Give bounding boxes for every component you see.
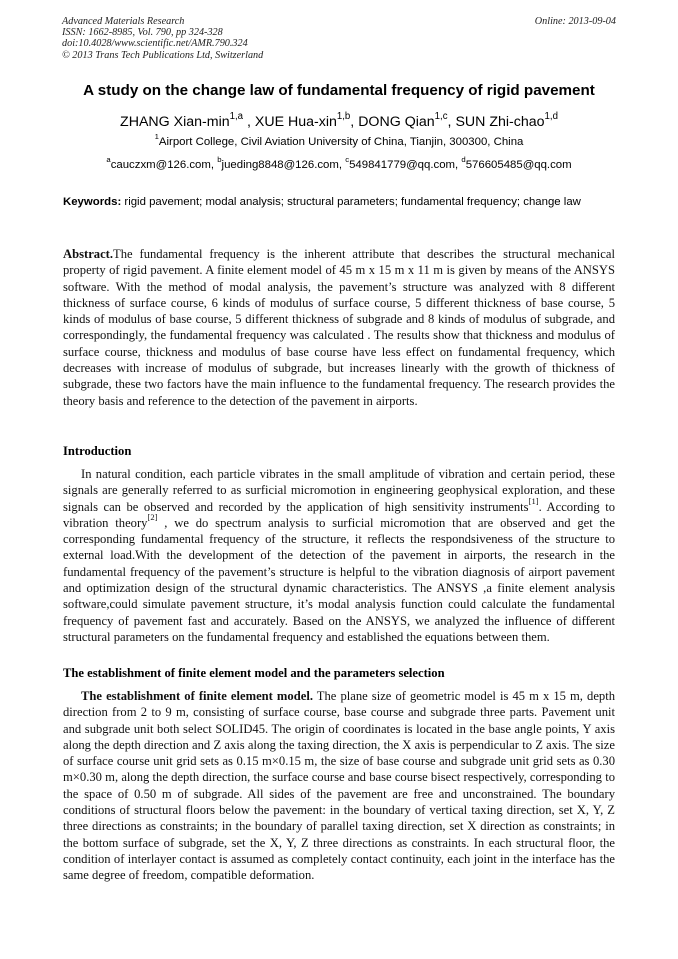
- intro-text-2: . According to vibration theory: [63, 499, 615, 530]
- keywords-label: Keywords:: [63, 196, 122, 208]
- introduction-heading: Introduction: [63, 444, 132, 458]
- copyright-line: © 2013 Trans Tech Publications Ltd, Switzerland: [62, 49, 264, 61]
- citation-ref-2[interactable]: [2]: [147, 512, 158, 523]
- affiliation-text: Airport College, Civil Aviation University of China, Tianjin, 300300, China: [158, 136, 524, 148]
- author-separator: ,: [447, 114, 456, 130]
- email-address[interactable]: jueding8848@126.com: [221, 159, 339, 171]
- author-name: ZHANG Xian-min: [120, 114, 230, 130]
- author-list: [0, 110, 678, 130]
- author-affil-sup: 1,a: [229, 110, 244, 122]
- email-sup: a: [106, 155, 111, 165]
- paper-title: A study on the change law of fundamental frequency of rigid pavement: [83, 82, 595, 99]
- author-affil-sup: 1,d: [544, 110, 558, 122]
- email-separator: ,: [455, 159, 462, 171]
- keywords-text: rigid pavement; modal analysis; structural parameters; fundamental frequency; change law: [121, 196, 581, 208]
- abstract-label: Abstract.: [63, 247, 114, 261]
- email-sup: b: [217, 155, 222, 165]
- section-text: The plane size of geometric model is 45 m x 15 m, depth direction from 2 to 9 m, consisting of surface course, base course and subgrade three parts. Pavement unit and subgrade unit both select SOLID45. The origin of coordinates is located in the base angle points, Y axis along the depth direction and Z axis along the taxing direction, the X axis is perpendicular to Z axis. The size of surface course unit grid sets as 0.15 m×0.15 m, the size of base course and subgrade unit grid sets as 0.30 m×0.30 m, along the depth direction, the surface course and base course bisect respectively, corresponding to the space of 0.50 m of subgrade. All sides of the pavement are free and unconstrained. The boundary conditions of structural floors below the pavement: in the boundary of vertical taxing direction, set X, Y, Z three directions as constraints; in the boundary of parallel taxing direction, set X direction as constraints; in the bottom surface of subgrade, set the X, Y, Z three directions as constraints. In each structural floor, the condition of interlayer contact is assumed as completely contact continuity, each joint in the interface has the same degree of freedom, compatible deformation.: [63, 689, 615, 883]
- introduction-paragraph: [63, 466, 615, 645]
- email-sup: d: [461, 155, 466, 165]
- author-name: DONG Qian: [358, 114, 435, 130]
- intro-text-3: , we do spectrum analysis to surficial micromotion that are observed and get the corresponding fundamental frequency of the structure, it reflects the respondsiveness of the structure to external load.With the development of the detection of the pavement in airports, the research in the fundamental frequency of the pavement’s structure is helpful to the vibration diagnosis of airport pavement and optimization design of the structural dynamic characteristics. The ANSYS ,a finite element analysis software,could simulate pavement structure, it’s modal analysis function could calculate the fundamental frequency of pavement fast and accurately. Based on the ANSYS, we analyzed the influence of different structural parameters on the fundamental frequency and established the equations between them.: [63, 515, 615, 644]
- author-name: XUE Hua-xin: [254, 114, 337, 130]
- email-sup: c: [345, 155, 350, 165]
- email-address[interactable]: cauczxm@126.com: [110, 159, 211, 171]
- section-heading: The establishment of finite element model and the parameters selection: [63, 666, 445, 680]
- author-affil-sup: 1,b: [336, 110, 351, 122]
- author-affil-sup: 1,c: [434, 110, 448, 122]
- doi-line: doi:10.4028/www.scientific.net/AMR.790.324: [62, 38, 248, 50]
- email-separator: ,: [338, 159, 346, 171]
- affiliation-sup: 1: [154, 132, 159, 142]
- online-date: Online: 2013-09-04: [534, 16, 616, 27]
- citation-ref-1[interactable]: [1]: [528, 496, 539, 507]
- citation-block: [62, 16, 616, 61]
- keywords: [63, 195, 615, 210]
- email-address[interactable]: 549841779@qq.com: [349, 159, 456, 171]
- abstract-text: The fundamental frequency is the inherent attribute that describes the structural mechanical property of rigid pavement. A finite element model of 45 m x 15 m x 11 m is given by means of the ANSYS software. With the method of modal analysis, the pavement’s structure was analyzed with 8 different thickness of surface course, 6 kinds of modulus of surface course, 5 different thickness of base course, 5 kinds of modulus of base course, 5 different thickness of subgrade and 8 kinds of modulus of subgrade, and correspondingly, the fundamental frequency was calculated . The results show that thickness and modulus of surface course, thickness and modulus of base course have less effect on fundamental frequency, which decreases with increase of modulus of subgrade, but increases linearly with the growth of thickness of subgrade, these two factors have the main influence to the fundamental frequency. The research provides the theory basis and reference to the detection of the pavement in airports.: [63, 247, 615, 408]
- journal-header: [62, 16, 616, 61]
- affiliation: [0, 132, 678, 148]
- intro-text-1: In natural condition, each particle vibrates in the small amplitude of vibration and certain period, these signals are generally referred to as surficial micromotion in engineering geophysical exploration, and these signals can be observed and recorded by the application of high sensitivity instruments: [63, 467, 615, 514]
- author-name: SUN Zhi-chao: [455, 114, 545, 130]
- journal-name: Advanced Materials Research: [62, 16, 185, 27]
- abstract: [63, 246, 615, 409]
- email-address[interactable]: 576605485@qq.com: [465, 159, 572, 171]
- email-separator: ,: [210, 159, 218, 171]
- paragraph-lead: The establishment of finite element model.: [81, 689, 313, 703]
- issn-line: ISSN: 1662-8985, Vol. 790, pp 324-328: [62, 27, 223, 39]
- email-list: [0, 155, 678, 171]
- author-separator: ,: [350, 114, 359, 130]
- author-separator: ,: [243, 114, 255, 130]
- section-paragraph: [63, 688, 615, 884]
